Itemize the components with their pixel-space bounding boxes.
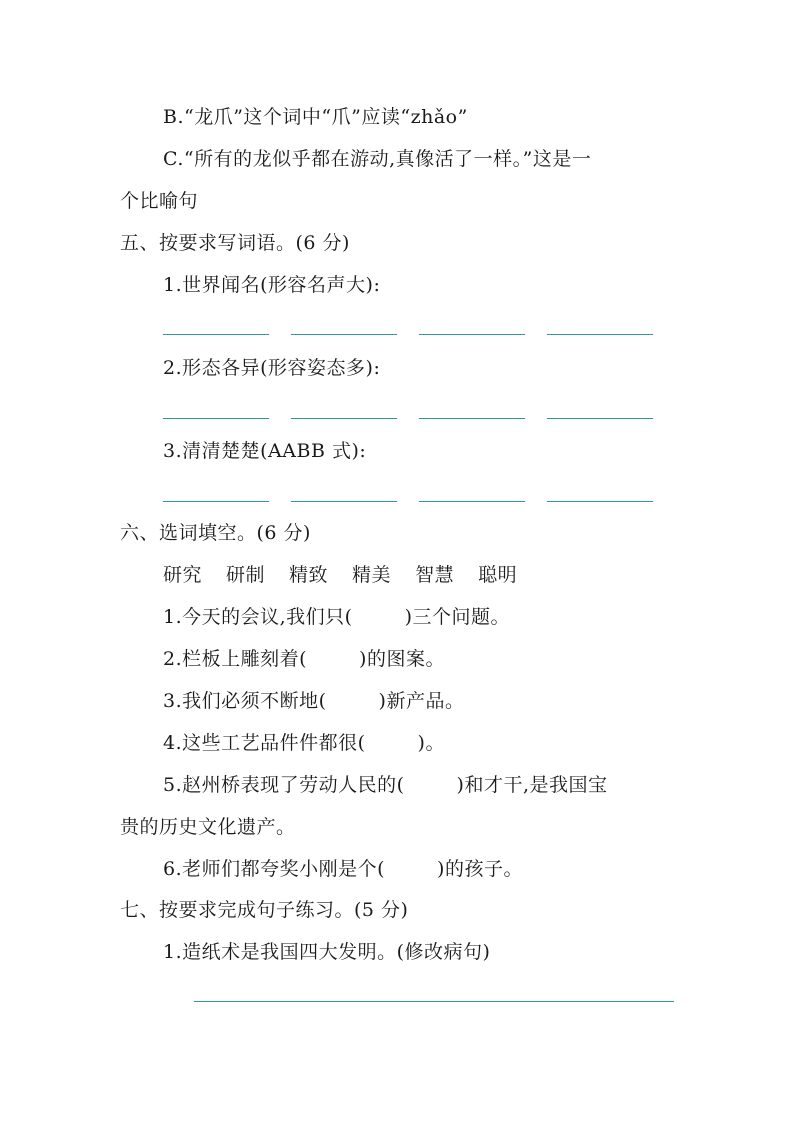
answer-line[interactable]	[547, 418, 653, 419]
fill-item-2: 2.栏板上雕刻着( )的图案。	[163, 648, 445, 670]
section5-item-1: 1.世界闻名(形容名声大):	[163, 274, 381, 296]
answer-line[interactable]	[419, 418, 525, 419]
section5-item-3: 3.清清楚楚(AABB 式):	[163, 440, 367, 462]
answer-line[interactable]	[547, 334, 653, 335]
option-b: B.“龙爪”这个词中“爪”应读“zhǎo”	[163, 106, 468, 128]
fill-item-1: 1.今天的会议,我们只( )三个问题。	[163, 606, 511, 628]
option-c-line1: C.“所有的龙似乎都在游动,真像活了一样。”这是一	[163, 148, 592, 170]
fill-item-3: 3.我们必须不断地( )新产品。	[163, 690, 465, 712]
answer-line[interactable]	[419, 334, 525, 335]
word-option: 聪明	[478, 564, 518, 586]
section6-heading: 六、选词填空。(6 分)	[120, 522, 311, 544]
section5-heading: 五、按要求写词语。(6 分)	[120, 232, 350, 254]
word-option: 研制	[226, 564, 266, 586]
answer-line[interactable]	[163, 418, 269, 419]
answer-line[interactable]	[163, 334, 269, 335]
answer-line[interactable]	[547, 501, 653, 502]
fill-item-4: 4.这些工艺品件件都很( )。	[163, 732, 445, 754]
answer-line[interactable]	[163, 501, 269, 502]
answer-line[interactable]	[194, 1001, 674, 1002]
word-bank	[163, 563, 541, 587]
answer-line[interactable]	[291, 501, 397, 502]
answer-line[interactable]	[291, 418, 397, 419]
word-option: 智慧	[415, 564, 455, 586]
fill-item-6: 6.老师们都夸奖小刚是个( )的孩子。	[163, 858, 523, 880]
word-option: 研究	[163, 564, 203, 586]
word-option: 精美	[352, 564, 392, 586]
answer-line[interactable]	[291, 334, 397, 335]
section7-item-1: 1.造纸术是我国四大发明。(修改病句)	[163, 941, 491, 963]
answer-line[interactable]	[419, 501, 525, 502]
fill-item-5: 5.赵州桥表现了劳动人民的( )和才干,是我国宝	[163, 774, 608, 796]
word-option: 精致	[289, 564, 329, 586]
section5-item-2: 2.形态各异(形容姿态多):	[163, 357, 381, 379]
option-c-line2: 个比喻句	[120, 190, 199, 212]
fill-item-5-continuation: 贵的历史文化遗产。	[120, 816, 296, 838]
section7-heading: 七、按要求完成句子练习。(5 分)	[120, 899, 409, 921]
